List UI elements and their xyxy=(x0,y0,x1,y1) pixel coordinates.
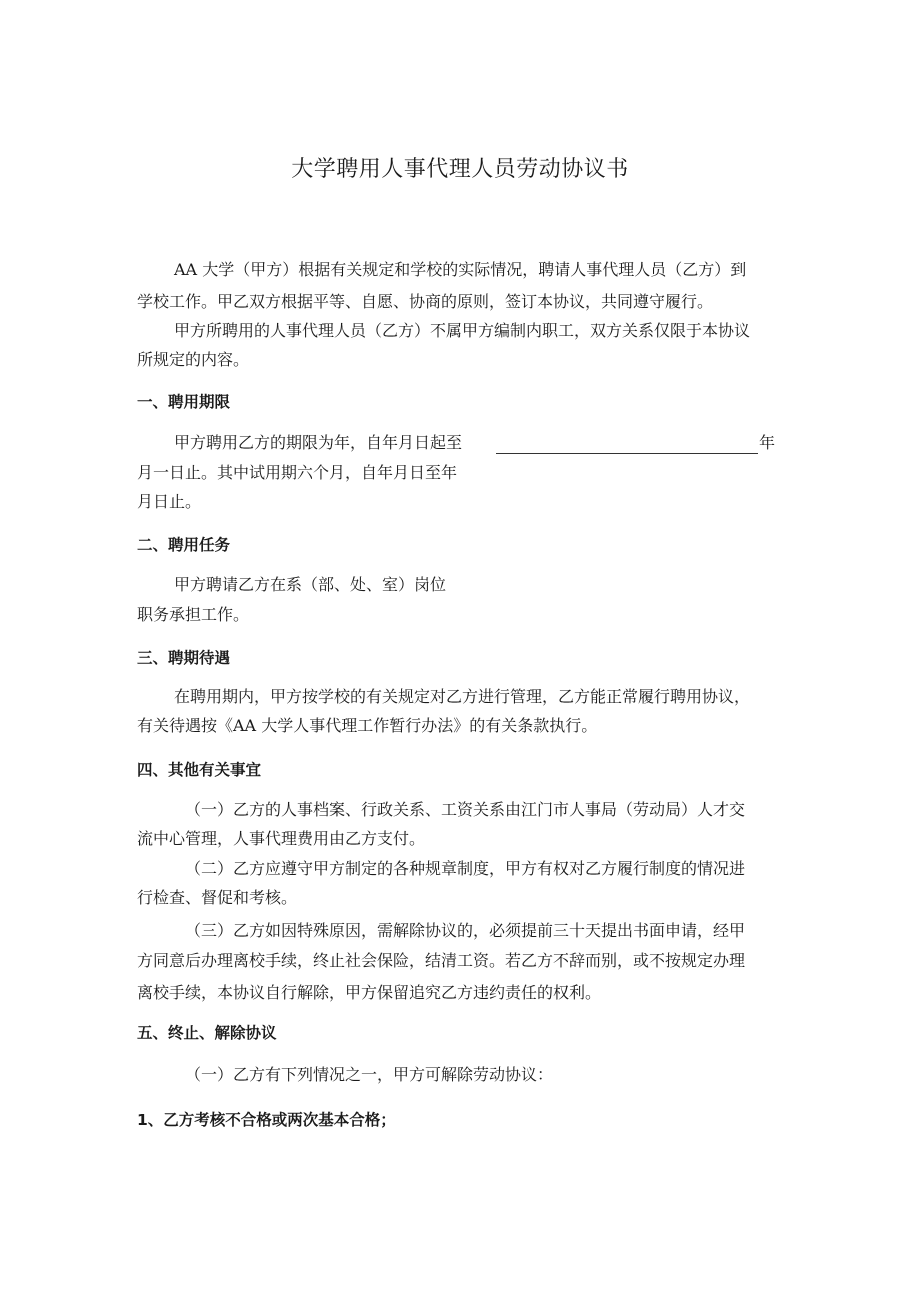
section-4-item-3-line-1: （三）乙方如因特殊原因，需解除协议的，必须提前三十天提出书面申请，经甲 xyxy=(185,921,746,940)
intro-paragraph-1-line-1: AA 大学（甲方）根据有关规定和学校的实际情况，聘请人事代理人员（乙方）到 xyxy=(174,260,747,279)
section-1-line-1-end: 年 xyxy=(759,433,776,452)
section-2-line-1: 甲方聘请乙方在系（部、处、室）岗位 xyxy=(174,575,447,594)
section-2-heading: 二、聘用任务 xyxy=(137,536,231,554)
intro-paragraph-2-line-2: 所规定的内容。 xyxy=(137,350,250,369)
section-4-item-3-line-3: 离校手续，本协议自行解除，甲方保留追究乙方违约责任的权利。 xyxy=(137,983,602,1002)
section-1-line-2: 月一日止。其中试用期六个月，自年月日至年 xyxy=(137,463,458,482)
intro-paragraph-1-line-2: 学校工作。甲乙双方根据平等、自愿、协商的原则，签订本协议，共同遵守履行。 xyxy=(137,292,714,311)
fill-in-blank-line xyxy=(496,453,758,454)
section-1-heading: 一、聘用期限 xyxy=(137,393,231,411)
section-4-item-1-line-1: （一）乙方的人事档案、行政关系、工资关系由江门市人事局（劳动局）人才交 xyxy=(185,800,746,819)
section-2-line-2: 职务承担工作。 xyxy=(137,605,250,624)
section-4-item-2-line-1: （二）乙方应遵守甲方制定的各种规章制度，甲方有权对乙方履行制度的情况进 xyxy=(185,859,746,878)
section-4-item-3-line-2: 方同意后办理离校手续，终止社会保险，结清工资。若乙方不辞而别，或不按规定办理 xyxy=(137,951,746,970)
section-1-line-3: 月日止。 xyxy=(137,492,202,511)
section-5-heading: 五、终止、解除协议 xyxy=(137,1024,277,1042)
intro-paragraph-2-line-1: 甲方所聘用的人事代理人员（乙方）不属甲方编制内职工，双方关系仅限于本协议 xyxy=(174,321,751,340)
section-3-heading: 三、聘期待遇 xyxy=(137,649,231,667)
section-3-line-2: 有关待遇按《AA 大学人事代理工作暂行办法》的有关条款执行。 xyxy=(137,716,598,735)
section-4-item-1-line-2: 流中心管理，人事代理费用由乙方支付。 xyxy=(137,829,426,848)
document-title: 大学聘用人事代理人员劳动协议书 xyxy=(291,157,629,182)
section-1-line-1: 甲方聘用乙方的期限为年，自年月日起至 xyxy=(174,433,463,452)
section-5-point-1: 1、乙方考核不合格或两次基本合格； xyxy=(137,1111,396,1129)
section-4-item-2-line-2: 行检查、督促和考核。 xyxy=(137,888,298,907)
section-4-heading: 四、其他有关事宜 xyxy=(137,761,262,779)
section-5-item-1: （一）乙方有下列情况之一，甲方可解除劳动协议： xyxy=(185,1065,554,1084)
section-3-line-1: 在聘用期内，甲方按学校的有关规定对乙方进行管理，乙方能正常履行聘用协议， xyxy=(174,687,751,706)
